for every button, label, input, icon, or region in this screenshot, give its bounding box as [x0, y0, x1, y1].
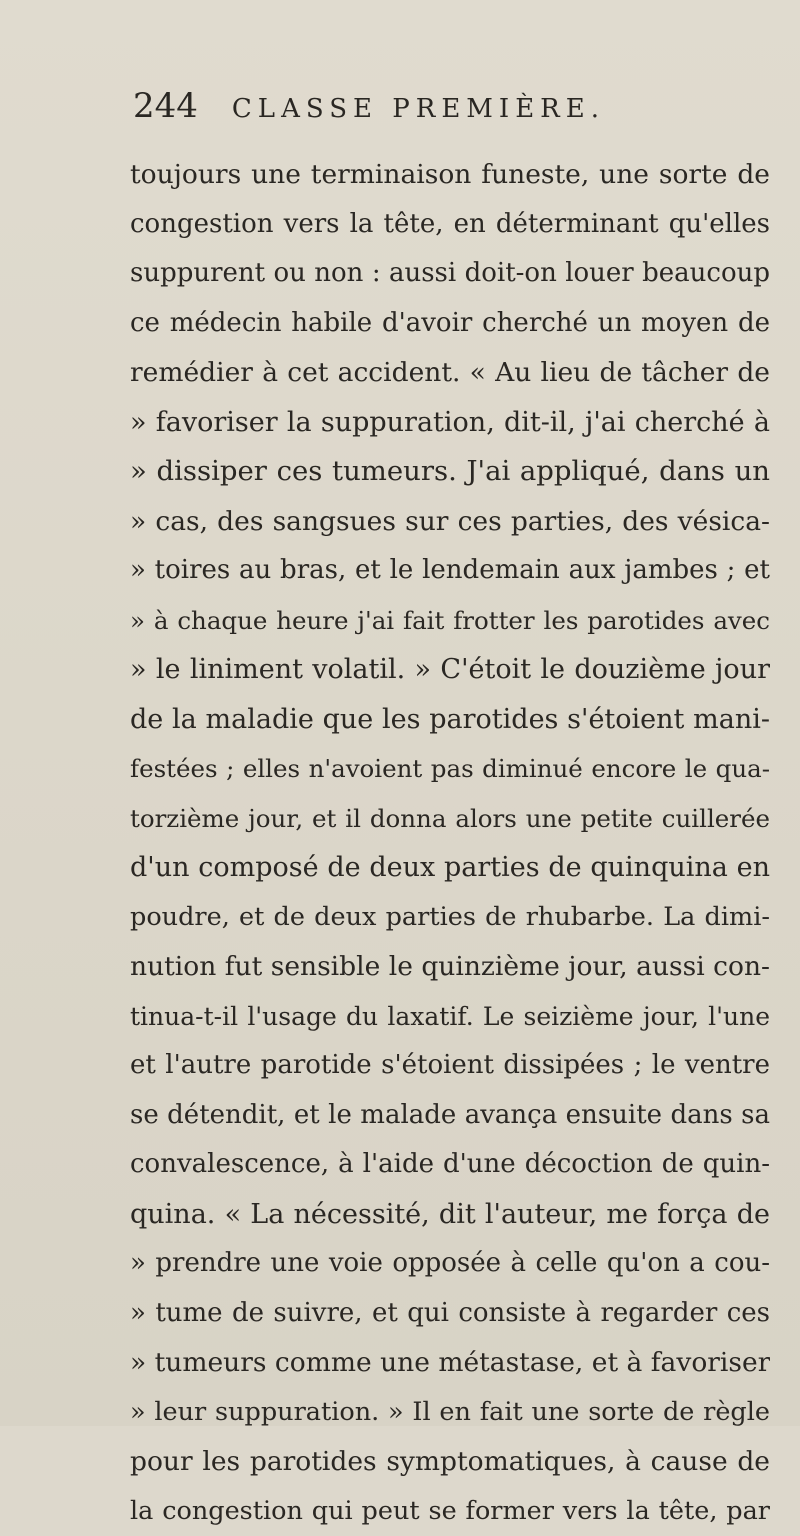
text-line: » le liniment volatil. » C'étoit le douzième jour — [130, 645, 770, 695]
text-line: » leur suppuration. » Il en fait une sorte de règle — [130, 1388, 770, 1438]
text-line: poudre, et de deux parties de rhubarbe. La dimi- — [130, 893, 770, 943]
text-line: torzième jour, et il donna alors une petite cuillerée — [130, 794, 770, 844]
text-line: de la maladie que les parotides s'étoient mani- — [130, 695, 770, 745]
text-line: » favoriser la suppuration, dit-il, j'ai cherché à — [130, 398, 770, 448]
text-line: quina. « La nécessité, dit l'auteur, me força de — [130, 1190, 770, 1240]
text-line: congestion vers la tête, en déterminant qu'elles — [130, 200, 770, 250]
body-text — [130, 150, 770, 1536]
text-line: » dissiper ces tumeurs. J'ai appliqué, dans un — [130, 447, 770, 497]
text-line: » prendre une voie opposée à celle qu'on a cou- — [130, 1239, 770, 1289]
text-line: se détendit, et le malade avança ensuite dans sa — [130, 1091, 770, 1141]
text-line: nution fut sensible le quinzième jour, aussi con- — [130, 942, 770, 992]
page-number: 244 — [133, 86, 198, 126]
text-line: » toires au bras, et le lendemain aux jambes ; et — [130, 546, 770, 596]
text-line: pour les parotides symptomatiques, à cause de — [130, 1437, 770, 1487]
text-line: » tumeurs comme une métastase, et à favoriser — [130, 1338, 770, 1388]
text-line: suppurent ou non : aussi doit-on louer beaucoup — [130, 249, 770, 299]
text-line: la congestion qui peut se former vers la tête, par — [130, 1487, 770, 1536]
text-line: festées ; elles n'avoient pas diminué encore le qua- — [130, 744, 770, 794]
text-line: toujours une terminaison funeste, une sorte de — [130, 150, 770, 200]
text-line: tinua-t-il l'usage du laxatif. Le seizième jour, l'une — [130, 992, 770, 1042]
text-line: remédier à cet accident. « Au lieu de tâcher de — [130, 348, 770, 398]
text-line: » cas, des sangsues sur ces parties, des vésica- — [130, 497, 770, 547]
text-line: ce médecin habile d'avoir cherché un moyen de — [130, 299, 770, 349]
text-line: convalescence, à l'aide d'une décoction de quin- — [130, 1140, 770, 1190]
page-header — [133, 86, 605, 126]
text-line: » tume de suivre, et qui consiste à regarder ces — [130, 1289, 770, 1339]
text-line: et l'autre parotide s'étoient dissipées ; le ventre — [130, 1041, 770, 1091]
text-line: d'un composé de deux parties de quinquina en — [130, 843, 770, 893]
running-head: CLASSE PREMIÈRE. — [232, 94, 605, 124]
text-line: » à chaque heure j'ai fait frotter les parotides avec — [130, 596, 770, 646]
